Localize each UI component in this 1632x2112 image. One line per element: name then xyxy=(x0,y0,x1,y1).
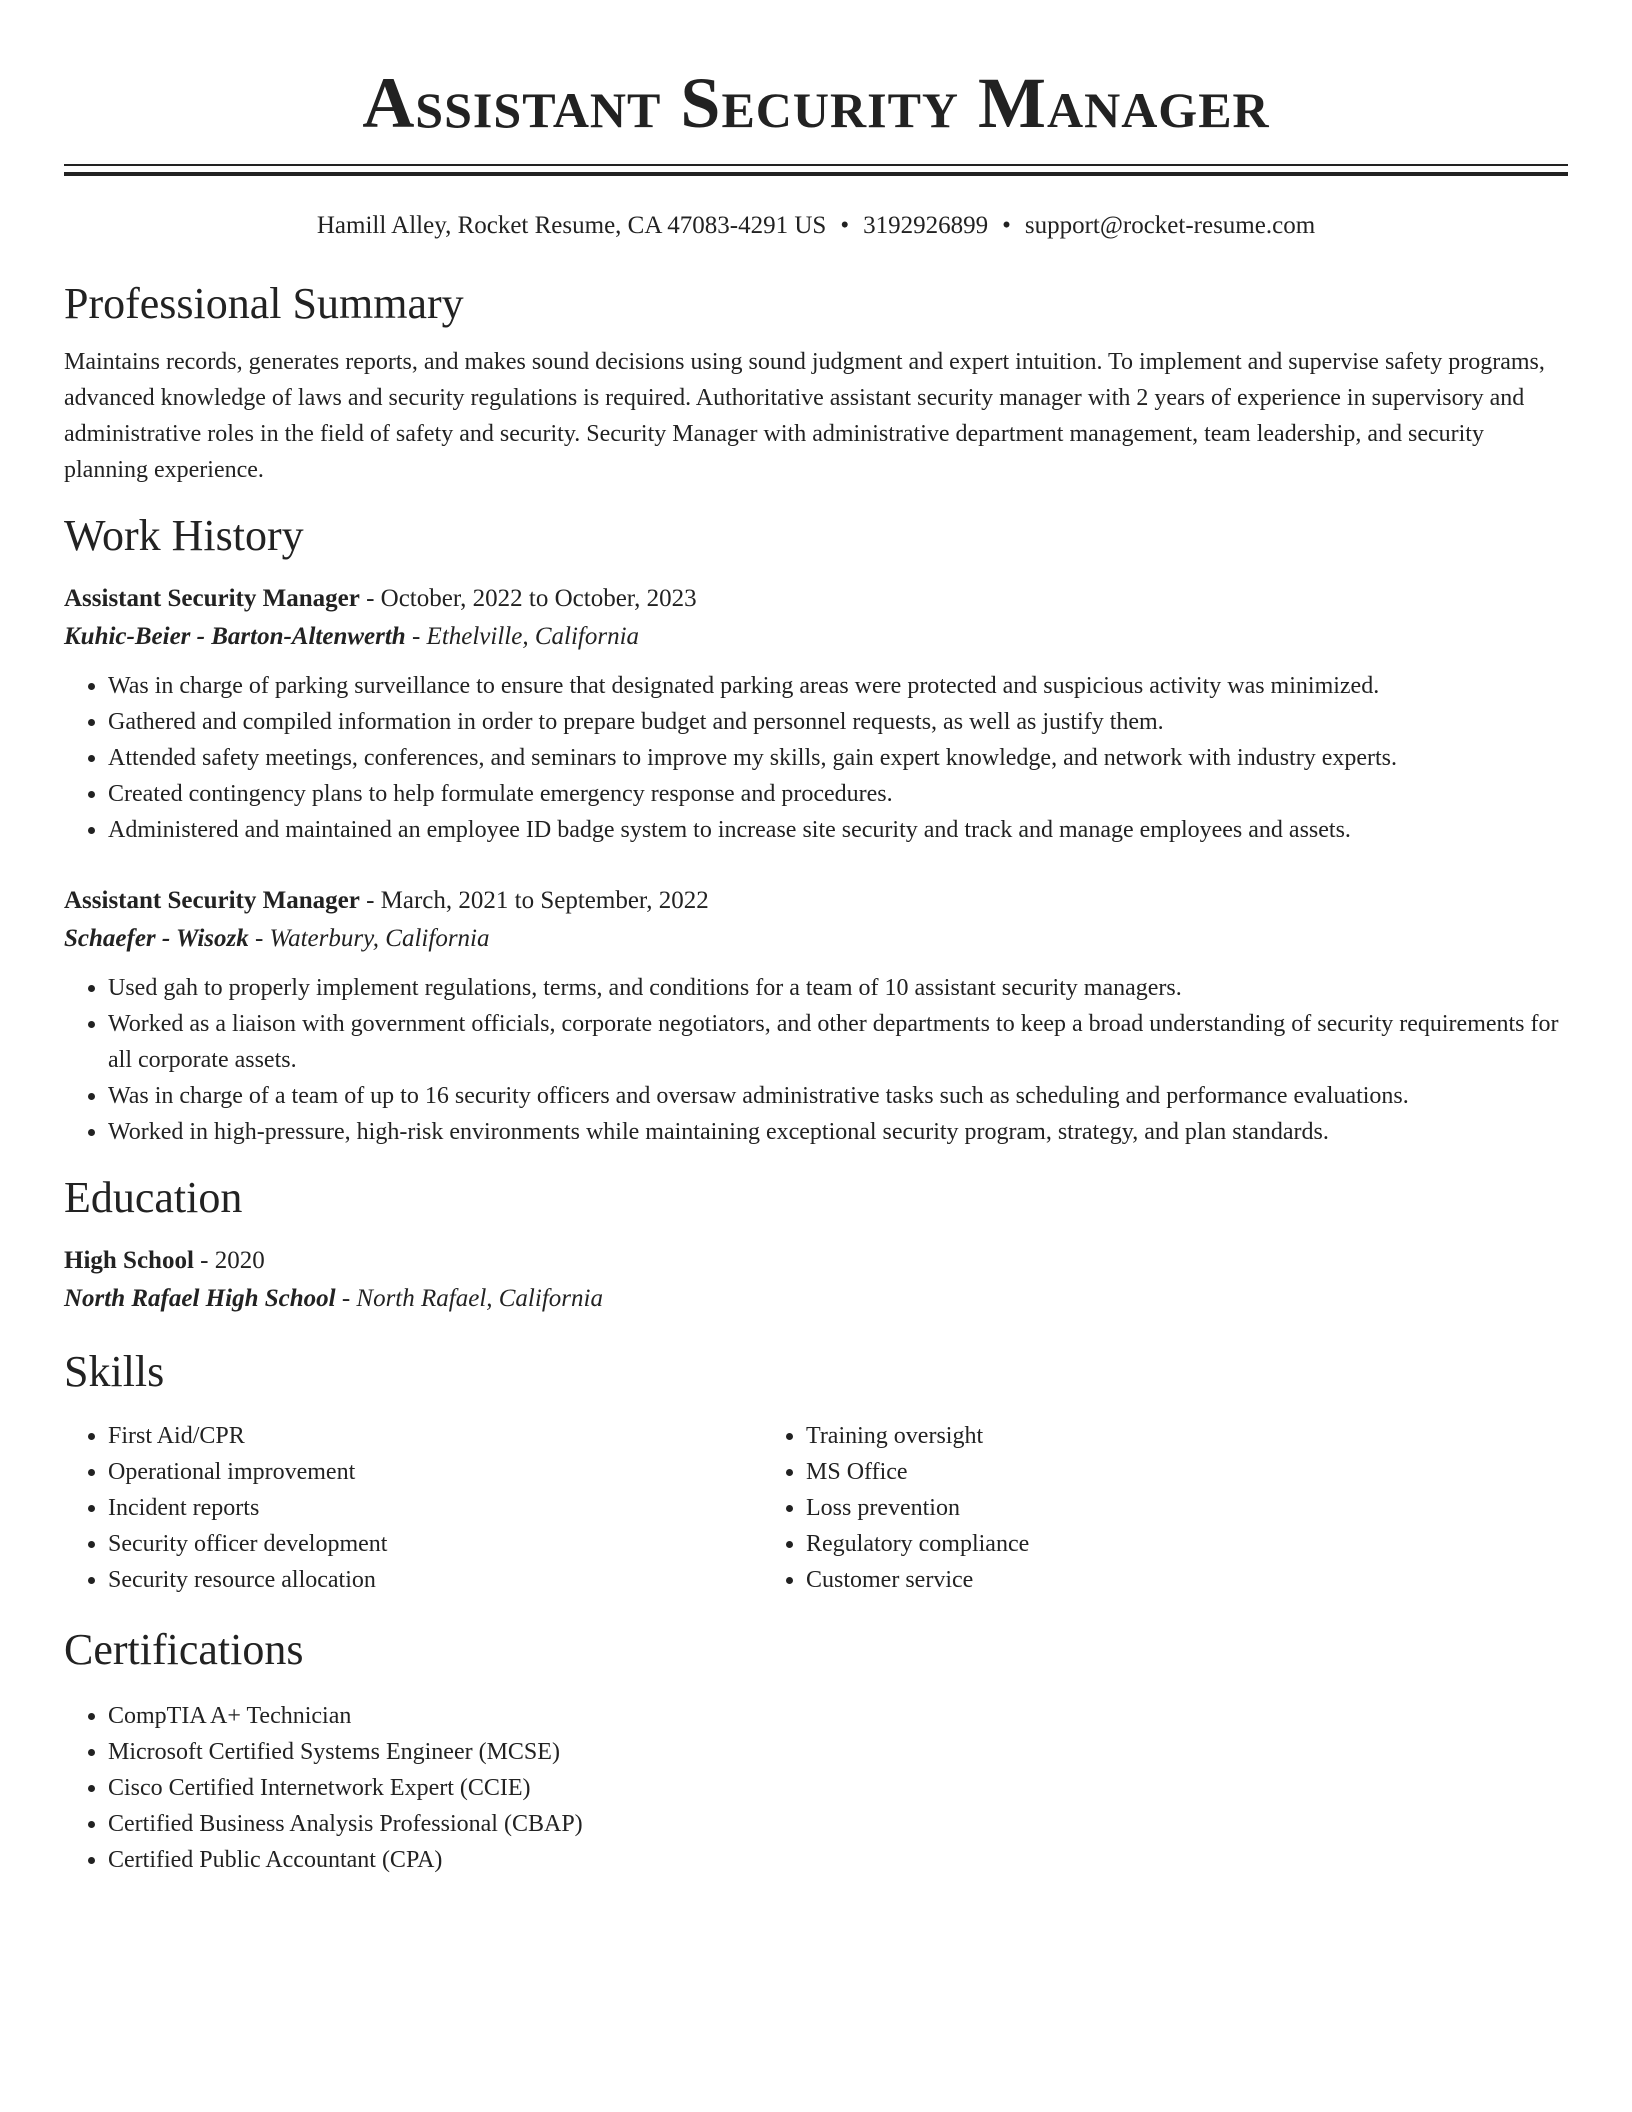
education-school: North Rafael High School xyxy=(64,1285,336,1312)
skill-item: • Loss prevention xyxy=(806,1490,1460,1526)
certifications-list xyxy=(64,1698,1568,1878)
skills-heading: Skills xyxy=(64,1347,165,1396)
skill-item: • First Aid/CPR xyxy=(108,1418,762,1454)
job-header xyxy=(64,580,1568,618)
header-divider-thick xyxy=(64,172,1568,176)
job-entry xyxy=(64,580,1568,848)
education-header xyxy=(64,1242,1568,1280)
education-year: - 2020 xyxy=(193,1247,265,1274)
contact-email: support@rocket-resume.com xyxy=(1024,212,1316,239)
job-bullet: • Was in charge of parking surveillance to ensure that designated parking areas were protected and suspicious activity was minimized. xyxy=(108,668,1568,704)
job-bullet: • Was in charge of a team of up to 16 security officers and oversaw administrative tasks such as scheduling and performance evaluations. xyxy=(108,1078,1568,1114)
skill-item: • Training oversight xyxy=(806,1418,1460,1454)
summary-text: Maintains records, generates reports, and makes sound decisions using sound judgment and expert intuition. To implement and supervise safety programs, advanced knowledge of laws and security regulations is required. Authoritative assistant security manager with 2 years of experience in supervisory and administrative roles in the field of safety and security. Security Manager with administrative department management, team leadership, and security planning experience. xyxy=(64,349,1545,483)
job-bullet: • Gathered and compiled information in order to prepare budget and personnel requests, as well as justify them. xyxy=(108,704,1568,740)
certifications-heading: Certifications xyxy=(64,1625,304,1674)
skill-item: • Customer service xyxy=(806,1562,1460,1598)
job-bullet: • Attended safety meetings, conferences, and seminars to improve my skills, gain expert knowledge, and network with industry experts. xyxy=(108,740,1568,776)
education-degree: High School xyxy=(64,1247,194,1274)
job-bullet: • Used gah to properly implement regulations, terms, and conditions for a team of 10 assistant security managers. xyxy=(108,970,1568,1006)
contact-separator: • xyxy=(1002,212,1011,239)
job-location: - Waterbury, California xyxy=(248,925,490,952)
resume-title: Assistant Security Manager xyxy=(362,63,1270,143)
job-company: Kuhic-Beier - Barton-Altenwerth xyxy=(64,623,406,650)
work-history-heading: Work History xyxy=(64,511,304,560)
job-company: Schaefer - Wisozk xyxy=(64,925,249,952)
contact-address: Hamill Alley, Rocket Resume, CA 47083-4291 US xyxy=(316,212,827,239)
job-employer xyxy=(64,618,1568,656)
job-bullet: • Administered and maintained an employee ID badge system to increase site security and track and manage employees and assets. xyxy=(108,812,1568,848)
contact-phone: 3192926899 xyxy=(863,212,989,239)
job-dates: - October, 2022 to October, 2023 xyxy=(359,585,697,612)
skill-item: • Security officer development xyxy=(108,1526,762,1562)
certification-item: • Microsoft Certified Systems Engineer (MCSE) xyxy=(108,1734,1568,1770)
skill-item: • MS Office xyxy=(806,1454,1460,1490)
job-header xyxy=(64,882,1568,920)
summary-heading: Professional Summary xyxy=(64,279,464,328)
job-location: - Ethelville, California xyxy=(405,623,640,650)
job-entry xyxy=(64,882,1568,1150)
education-location: - North Rafael, California xyxy=(335,1285,603,1312)
contact-line xyxy=(64,210,1568,242)
skills-grid xyxy=(64,1418,1568,1598)
skill-item: • Operational improvement xyxy=(108,1454,762,1490)
job-dates: - March, 2021 to September, 2022 xyxy=(359,887,709,914)
skill-item: • Incident reports xyxy=(108,1490,762,1526)
job-employer xyxy=(64,920,1568,958)
education-institution xyxy=(64,1280,1568,1318)
certification-item: • Certified Business Analysis Professional (CBAP) xyxy=(108,1806,1568,1842)
skill-item: • Regulatory compliance xyxy=(806,1526,1460,1562)
job-bullets xyxy=(64,970,1568,1150)
education-entry xyxy=(64,1242,1568,1318)
certification-item: • Cisco Certified Internetwork Expert (CCIE) xyxy=(108,1770,1568,1806)
job-bullet: • Worked in high-pressure, high-risk environments while maintaining exceptional security program, strategy, and plan standards. xyxy=(108,1114,1568,1150)
education-heading: Education xyxy=(64,1173,243,1222)
skills-column-left xyxy=(64,1418,762,1598)
resume-page xyxy=(64,0,1568,1878)
job-role: Assistant Security Manager xyxy=(64,887,360,914)
certification-item: • CompTIA A+ Technician xyxy=(108,1698,1568,1734)
job-role: Assistant Security Manager xyxy=(64,585,360,612)
skill-item: • Security resource allocation xyxy=(108,1562,762,1598)
header-divider-thin xyxy=(64,164,1568,166)
job-bullet: • Worked as a liaison with government officials, corporate negotiators, and other departments to keep a broad understanding of security requirements for all corporate assets. xyxy=(108,1006,1568,1078)
skills-column-right xyxy=(762,1418,1460,1598)
certification-item: • Certified Public Accountant (CPA) xyxy=(108,1842,1568,1878)
job-bullet: • Created contingency plans to help formulate emergency response and procedures. xyxy=(108,776,1568,812)
contact-separator: • xyxy=(840,212,850,239)
job-bullets xyxy=(64,668,1568,848)
